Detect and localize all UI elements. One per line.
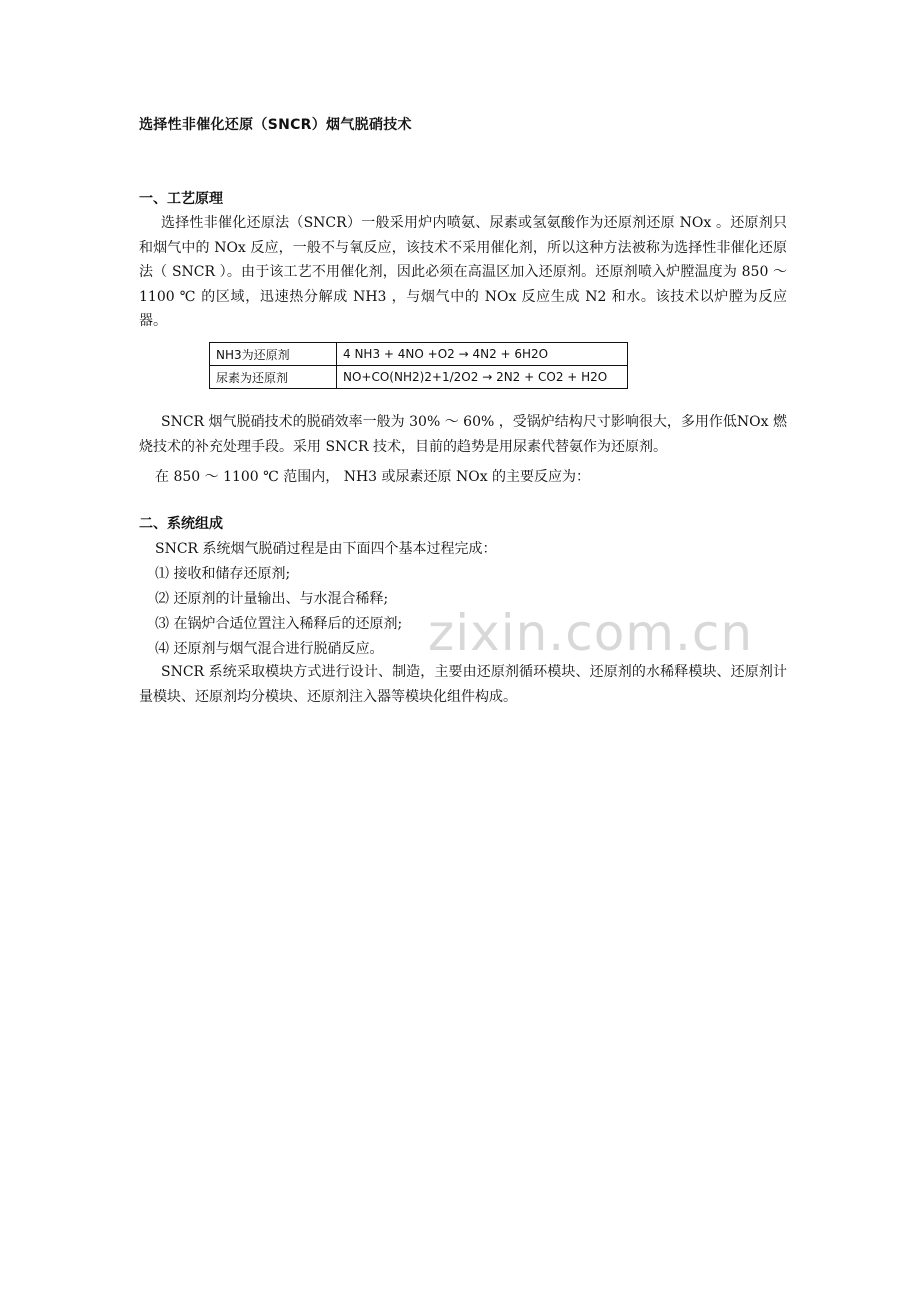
document-title: 选择性非催化还原（SNCR）烟气脱硝技术 xyxy=(139,117,412,133)
system-intro: SNCR 系统烟气脱硝过程是由下面四个基本过程完成： xyxy=(155,541,497,557)
table-row xyxy=(210,343,628,366)
main-reaction-intro: 在 850 ～ 1100 ℃ 范围内， NH3 或尿素还原 NOx 的主要反应为： xyxy=(155,469,591,485)
list-item: ⑷ 还原剂与烟气混合进行脱硝反应。 xyxy=(155,641,384,657)
list-item: ⑶ 在锅炉合适位置注入稀释后的还原剂; xyxy=(155,616,403,632)
table-row xyxy=(210,366,628,389)
efficiency-paragraph: SNCR 烟气脱硝技术的脱硝效率一般为 30% ～ 60% ，受锅炉结构尺寸影响很大，多用作低NOx 燃烧技术的补充处理手段。采用 SNCR 技术，目前的趋势是用尿素代替氨作为还原剂。 xyxy=(139,414,787,455)
equation-cell: NO+CO(NH2)2+1/2O2 → 2N2 + CO2 + H2O xyxy=(337,366,628,389)
process-principle-paragraph: 选择性非催化还原法（SNCR）一般采用炉内喷氨、尿素或氢氨酸作为还原剂还原 NOx 。还原剂只和烟气中的 NOx 反应，一般不与氧反应，该技术不采用催化剂，所以这种方法被称为选择性非催化还原法（ SNCR ）。由于该工艺不用催化剂，因此必须在高温区加入还原剂。还原剂喷入炉膛温度为 850 ～ 1100 ℃ 的区域，迅速热分解成 NH3 ，与烟气中的 NOx 反应生成 N2 和水。该技术以炉膛为反应器。 xyxy=(139,215,787,329)
watermark: zixin.com.cn xyxy=(428,604,754,662)
system-modules-paragraph: SNCR 系统采取模块方式进行设计、制造，主要由还原剂循环模块、还原剂的水稀释模块、还原剂计量模块、还原剂均分模块、还原剂注入器等模块化组件构成。 xyxy=(139,664,787,705)
section-heading-system-composition: 二、系统组成 xyxy=(139,516,223,532)
section-heading-process-principle: 一、工艺原理 xyxy=(139,191,223,207)
reagent-cell: 尿素为还原剂 xyxy=(210,366,337,389)
equation-cell: 4 NH3 + 4NO +O2 → 4N2 + 6H2O xyxy=(337,343,628,366)
reagent-cell: NH3为还原剂 xyxy=(210,343,337,366)
list-item: ⑴ 接收和储存还原剂; xyxy=(155,566,291,582)
list-item: ⑵ 还原剂的计量输出、与水混合稀释; xyxy=(155,591,389,607)
reaction-table xyxy=(209,342,628,389)
